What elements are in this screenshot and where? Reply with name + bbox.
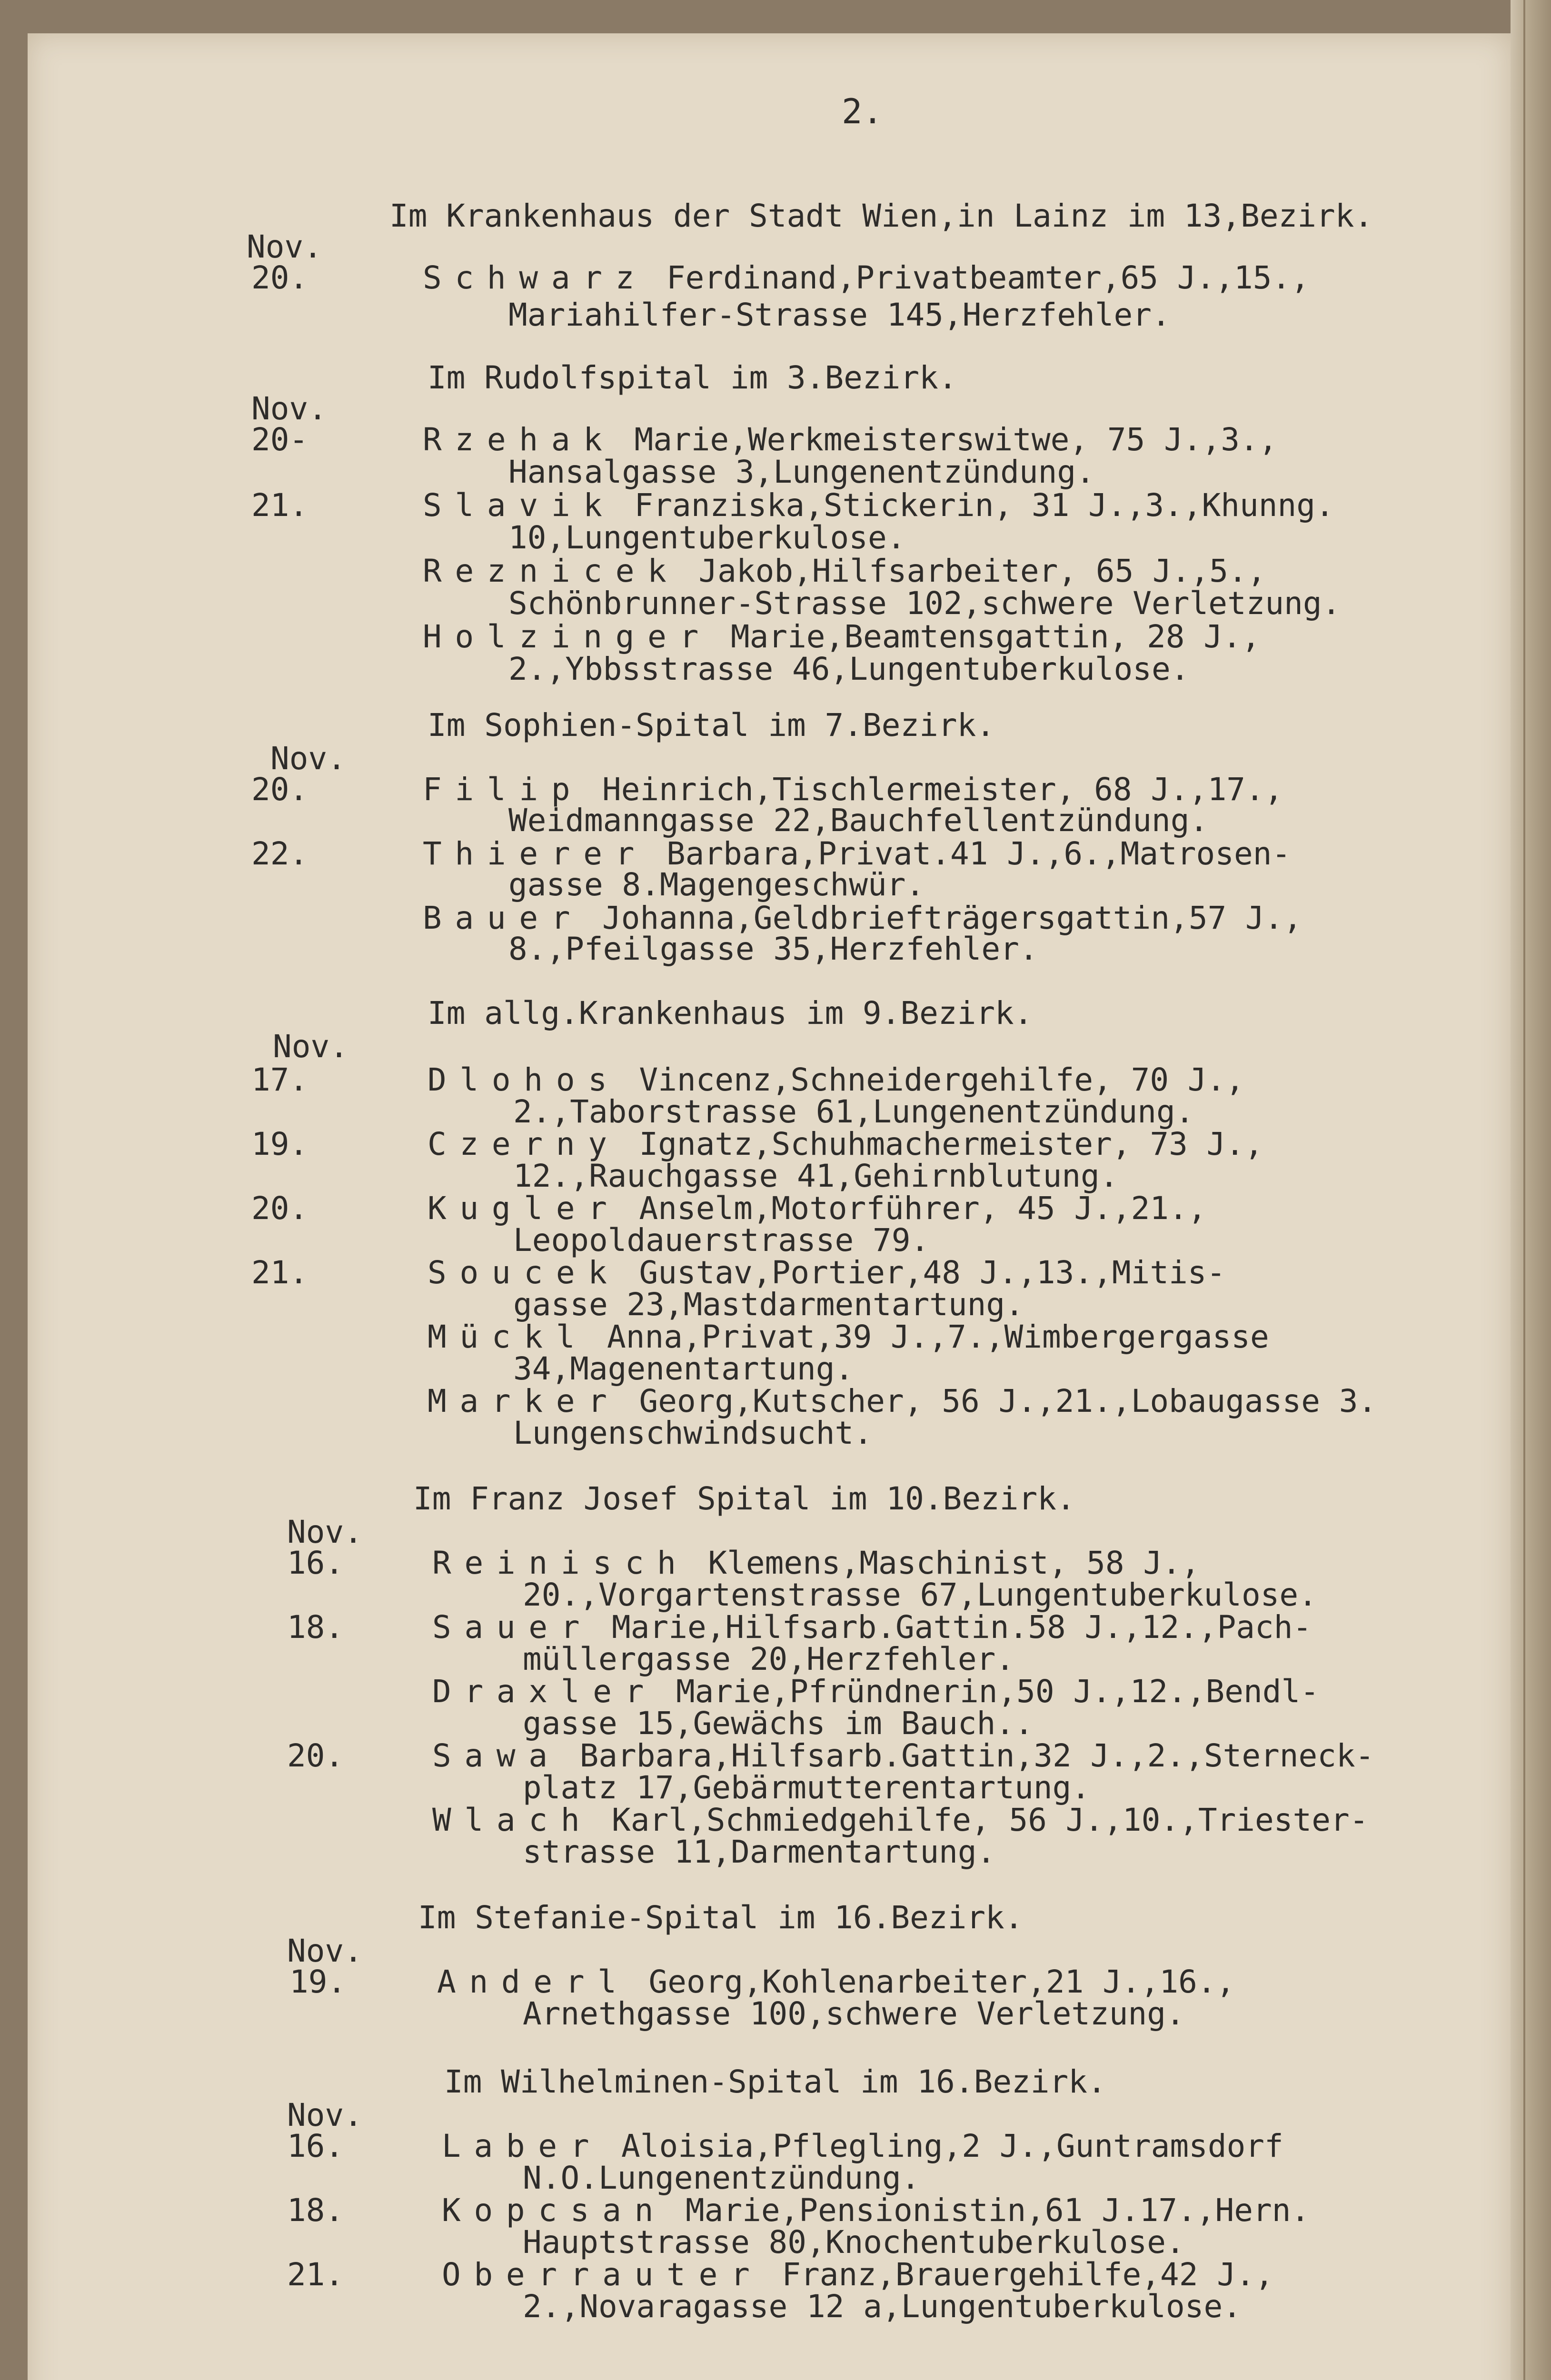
- entry-details: Vincenz,Schneidergehilfe, 70 J.,: [639, 1061, 1245, 1098]
- entry-surname: Czerny: [428, 1126, 620, 1162]
- entry-surname: Kugler: [428, 1190, 620, 1227]
- month-label: Nov.: [247, 228, 322, 265]
- entry-details: Jakob,Hilfsarbeiter, 65 J.,5.,: [698, 553, 1266, 589]
- entry-continuation: Weidmanngasse 22,Bauchfellentzündung.: [508, 802, 1209, 839]
- entry-details: Anselm,Motorführer, 45 J.,21.,: [639, 1190, 1207, 1227]
- entry-continuation: müllergasse 20,Herzfehler.: [523, 1641, 1015, 1677]
- entry-surname: Kopcsan: [442, 2192, 667, 2229]
- entry-details: Heinrich,Tischlermeister, 68 J.,17.,: [602, 771, 1283, 808]
- entry-details: Franziska,Stickerin, 31 J.,3.,Khunng.: [634, 487, 1334, 524]
- entry-surname: Oberrauter: [442, 2256, 763, 2293]
- entry-surname: Mückl: [428, 1319, 588, 1355]
- entry-continuation: 2.,Novaragasse 12 a,Lungentuberkulose.: [523, 2288, 1242, 2325]
- entry-details: Barbara,Hilfsarb.Gattin,32 J.,2.,Sterneck-: [579, 1737, 1374, 1774]
- month-label: Nov.: [287, 1933, 363, 1969]
- entry-details: Marie,Beamtensgattin, 28 J.,: [730, 618, 1261, 655]
- entry-details: Karl,Schmiedgehilfe, 56 J.,10.,Triester-: [612, 1802, 1369, 1838]
- entry-continuation: Hansalgasse 3,Lungenentzündung.: [508, 454, 1095, 490]
- entry-continuation: Mariahilfer-Strasse 145,Herzfehler.: [508, 297, 1171, 333]
- entry-day: 17.: [251, 1061, 308, 1098]
- entry-day: 21.: [287, 2256, 344, 2293]
- entry-continuation: strasse 11,Darmentartung.: [523, 1834, 996, 1870]
- entry-continuation: Arnethgasse 100,schwere Verletzung.: [523, 1995, 1185, 2032]
- entry-details: Aloisia,Pflegling,2 J.,Guntramsdorf: [621, 2128, 1283, 2164]
- entry-details: Georg,Kutscher, 56 J.,21.,Lobaugasse 3.: [639, 1383, 1377, 1419]
- entry-details: Marie,Pfründnerin,50 J.,12.,Bendl-: [676, 1673, 1319, 1710]
- entry-first-line: [423, 257, 1310, 299]
- entry-day: 16.: [287, 1545, 344, 1581]
- entry-surname: Reznicek: [423, 553, 680, 589]
- entry-surname: Dlohos: [428, 1061, 620, 1098]
- entry-details: Barbara,Privat.41 J.,6.,Matrosen-: [666, 835, 1291, 872]
- entry-continuation: 34,Magenentartung.: [513, 1350, 854, 1387]
- entry-surname: Slavik: [423, 487, 616, 524]
- entry-details: Ferdinand,Privatbeamter,65 J.,15.,: [666, 259, 1310, 296]
- entry-continuation: 2.,Taborstrasse 61,Lungenentzündung.: [513, 1093, 1194, 1130]
- section-heading: Im Wilhelminen-Spital im 16.Bezirk.: [444, 2063, 1106, 2100]
- entry-day: 20.: [251, 259, 308, 296]
- month-label: Nov.: [287, 2097, 363, 2133]
- entry-surname: Draxler: [432, 1673, 657, 1710]
- section-heading: Im allg.Krankenhaus im 9.Bezirk.: [428, 995, 1033, 1031]
- entry-day: 18.: [287, 1609, 344, 1646]
- entry-day: 20-: [251, 421, 308, 458]
- entry-surname: Laber: [442, 2128, 603, 2164]
- section-heading: Im Stefanie-Spital im 16.Bezirk.: [418, 1899, 1024, 1936]
- entry-continuation: Hauptstrasse 80,Knochentuberkulose.: [523, 2224, 1185, 2261]
- entry-day: 18.: [287, 2192, 344, 2229]
- entry-continuation: 12.,Rauchgasse 41,Gehirnblutung.: [513, 1158, 1119, 1194]
- entry-surname: Schwarz: [423, 259, 648, 296]
- entry-surname: Filip: [423, 771, 584, 808]
- entry-surname: Sauer: [432, 1609, 593, 1646]
- entry-day: 19.: [289, 1964, 347, 2000]
- section-heading: Im Rudolfspital im 3.Bezirk.: [428, 359, 957, 396]
- entry-details: Marie,Pensionistin,61 J.17.,Hern.: [685, 2192, 1310, 2229]
- entry-continuation: Schönbrunner-Strasse 102,schwere Verletzung.: [508, 585, 1341, 622]
- entry-day: 20.: [251, 1190, 308, 1227]
- entry-continuation: N.O.Lungenentzündung.: [523, 2160, 920, 2196]
- page-number: 2.: [842, 91, 883, 131]
- entry-continuation: gasse 15,Gewächs im Bauch..: [523, 1705, 1034, 1742]
- month-label: Nov.: [251, 390, 327, 427]
- document-body: [28, 33, 1511, 2380]
- month-label: Nov.: [287, 1514, 363, 1550]
- binding-fold-line: [1523, 0, 1525, 2380]
- month-label: Nov.: [273, 1028, 348, 1065]
- entry-details: Gustav,Portier,48 J.,13.,Mitis-: [639, 1254, 1226, 1291]
- entry-continuation: 2.,Ybbsstrasse 46,Lungentuberkulose.: [508, 651, 1190, 687]
- entry-surname: Holzinger: [423, 618, 712, 655]
- entry-continuation: gasse 8.Magengeschwür.: [508, 866, 925, 903]
- entry-day: 21.: [251, 1254, 308, 1291]
- surname-gap: [647, 259, 666, 296]
- page-binding-edge: [1511, 0, 1551, 2380]
- entry-continuation: platz 17,Gebärmutterentartung.: [523, 1769, 1091, 1806]
- entry-continuation: gasse 23,Mastdarmentartung.: [513, 1286, 1024, 1323]
- entry-surname: Reinisch: [432, 1545, 689, 1581]
- document-page: [28, 33, 1511, 2380]
- entry-surname: Anderl: [437, 1964, 630, 2000]
- entry-surname: Marker: [428, 1383, 620, 1419]
- entry-surname: Sawa: [432, 1737, 561, 1774]
- entry-details: Georg,Kohlenarbeiter,21 J.,16.,: [648, 1964, 1235, 2000]
- entry-day: 20.: [287, 1737, 344, 1774]
- entry-details: Klemens,Maschinist, 58 J.,: [708, 1545, 1200, 1581]
- month-label: Nov.: [270, 740, 346, 777]
- entry-day: 16.: [287, 2128, 344, 2164]
- section-heading: Im Franz Josef Spital im 10.Bezirk.: [413, 1480, 1075, 1517]
- entry-details: Franz,Brauergehilfe,42 J.,: [782, 2256, 1274, 2293]
- section-heading: Im Krankenhaus der Stadt Wien,in Lainz im 13,Bezirk.: [389, 198, 1373, 234]
- entry-day: 19.: [251, 1126, 308, 1162]
- entry-continuation: Lungenschwindsucht.: [513, 1415, 873, 1451]
- entry-continuation: 8.,Pfeilgasse 35,Herzfehler.: [508, 931, 1038, 967]
- entry-continuation: 20.,Vorgartenstrasse 67,Lungentuberkulose.: [523, 1577, 1317, 1613]
- entry-surname: Rzehak: [423, 421, 616, 458]
- entry-surname: Bauer: [423, 900, 584, 936]
- entry-details: Johanna,Geldbriefträgersgattin,57 J.,: [602, 900, 1302, 936]
- entry-continuation: Leopoldauerstrasse 79.: [513, 1222, 930, 1259]
- entry-details: Ignatz,Schuhmachermeister, 73 J.,: [639, 1126, 1263, 1162]
- entry-day: 22.: [251, 835, 308, 872]
- entry-details: Marie,Hilfsarb.Gattin.58 J.,12.,Pach-: [612, 1609, 1312, 1646]
- entry-details: Anna,Privat,39 J.,7.,Wimbergergasse: [607, 1319, 1269, 1355]
- entry-surname: Soucek: [428, 1254, 620, 1291]
- entry-day: 20.: [251, 771, 308, 808]
- entry-details: Marie,Werkmeisterswitwe, 75 J.,3.,: [634, 421, 1278, 458]
- section-heading: Im Sophien-Spital im 7.Bezirk.: [428, 707, 995, 744]
- entry-continuation: 10,Lungentuberkulose.: [508, 519, 906, 556]
- entry-surname: Thierer: [423, 835, 648, 872]
- entry-surname: Wlach: [432, 1802, 593, 1838]
- entry-day: 21.: [251, 487, 308, 524]
